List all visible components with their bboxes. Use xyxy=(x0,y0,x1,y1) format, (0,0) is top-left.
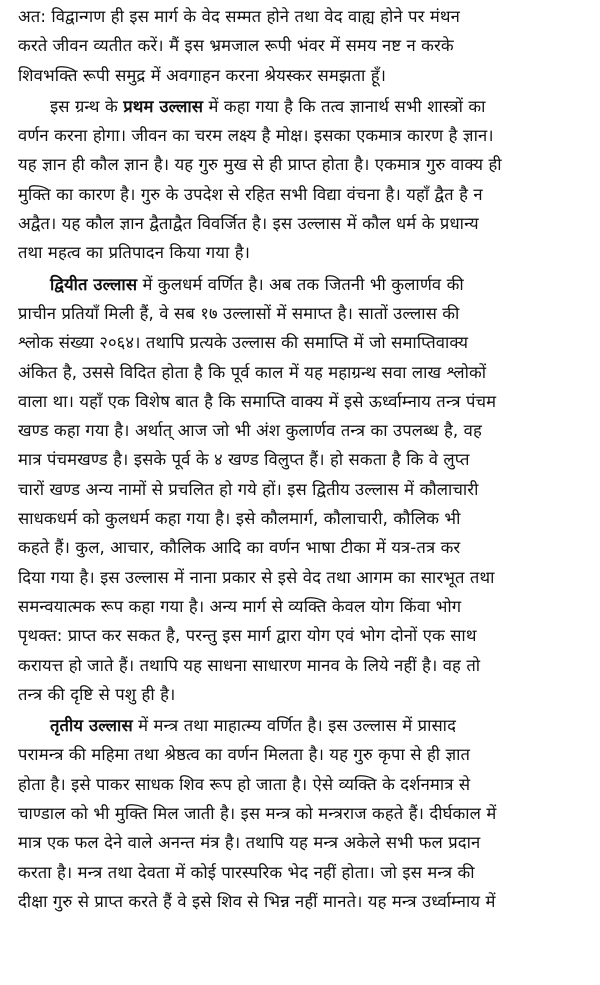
paragraph-intro xyxy=(18,2,590,90)
text-line: साधकधर्म को कुलधर्म कहा गया है। इसे कौलमार्ग, कौलाचारी, कौलिक भी xyxy=(18,509,461,529)
text-line: करते जीवन व्यतीत करें। मैं इस भ्रमजाल रूपी भंवर में समय नष्ट न करके xyxy=(18,36,454,56)
text-line-lead xyxy=(18,92,590,121)
text-line: यह ज्ञान ही कौल ज्ञान है। यह गुरु मुख से ही प्राप्त होता है। एकमात्र गुरु वाक्य ही xyxy=(18,155,502,175)
text-line: दिया गया है। इस उल्लास में नाना प्रकार से इसे वेद तथा आगम का सारभूत तथा xyxy=(18,567,495,587)
text-line: करायत्त हो जाते हैं। तथापि यह साधना साधारण मानव के लिये नहीं है। वह तो xyxy=(18,655,481,675)
text-line: वर्णन करना होगा। जीवन का चरम लक्ष्य है मोक्ष। इसका एकमात्र कारण है ज्ञान। xyxy=(18,126,494,146)
text-line: मात्र एक फल देने वाले अनन्त मंत्र है। तथापि यह मन्त्र अकेले सभी फल प्रदान xyxy=(18,833,481,853)
text-line: कहते हैं। कुल, आचार, कौलिक आदि का वर्णन भाषा टीका में यत्र-तत्र कर xyxy=(18,538,461,558)
section-heading: तृतीय उल्लास xyxy=(50,716,133,736)
text-line: मुक्ति का कारण है। गुरु के उपदेश से रहित सभी विद्या वंचना है। यहाँ द्वैत है न xyxy=(18,184,483,204)
text-line: परामन्त्र की महिमा तथा श्रेष्ठत्व का वर्णन मिलता है। यह गुरु कृपा से ही ज्ञात xyxy=(18,745,471,765)
paragraph-third-ullas xyxy=(18,711,590,916)
lead-text: में कहा गया है कि तत्व ज्ञानार्थ सभी शास्त्रों का xyxy=(203,96,486,116)
text-line: अत: विद्वान्गण ही इस मार्ग के वेद सम्मत होने तथा वेद वाह्य होने पर मंथन xyxy=(18,7,460,26)
text-line: तन्त्र की दृष्टि से पशु ही है। xyxy=(18,684,176,704)
text-line: श्लोक संख्या २०६४। तथापि प्रत्यके उल्लास की समाप्ति में जो समाप्तिवाक्य xyxy=(18,333,469,353)
text-line: करता है। मन्त्र तथा देवता में कोई पारस्परिक भेद नहीं होता। जो इस मन्त्र की xyxy=(18,862,475,882)
lead-text: इस ग्रन्थ के xyxy=(50,96,124,116)
paragraph-first-ullas xyxy=(18,92,590,268)
lead-text: में कुलधर्म वर्णित है। अब तक जितनी भी कुलार्णव की xyxy=(137,274,464,294)
paragraph-second-ullas xyxy=(18,270,590,709)
text-line-lead xyxy=(18,270,590,299)
text-line: अद्वैत। यह कौल ज्ञान द्वैताद्वैत विवर्जित है। इस उल्लास में कौल धर्म के प्रधान्य xyxy=(18,214,479,234)
text-line: प्राचीन प्रतियाँ मिली हैं, वे सब १७ उल्लासों में समाप्त है। सातों उल्लास की xyxy=(18,303,460,323)
text-line: तथा महत्व का प्रतिपादन किया गया है। xyxy=(18,243,251,263)
text-line: अंकित है, उससे विदित होता है कि पूर्व काल में यह महाग्रन्थ सवा लाख श्लोकों xyxy=(18,362,487,382)
text-line: दीक्षा गुरु से प्राप्त करते हैं वे इसे शिव से भिन्न नहीं मानते। यह मन्त्र उर्ध्वाम्नाय में xyxy=(18,891,496,911)
lead-text: में मन्त्र तथा माहात्म्य वर्णित है। इस उल्लास में प्रासाद xyxy=(132,716,456,736)
text-line: चारों खण्ड अन्य नामों से प्रचलित हो गये हों। इस द्वितीय उल्लास में कौलाचारी xyxy=(18,479,479,499)
text-line-lead xyxy=(18,711,590,740)
text-line: होता है। इसे पाकर साधक शिव रूप हो जाता है। ऐसे व्यक्ति के दर्शनमात्र से xyxy=(18,774,471,794)
text-line: समन्वयात्मक रूप कहा गया है। अन्य मार्ग से व्यक्ति केवल योग किंवा भोग xyxy=(18,596,462,616)
section-heading: द्वियीत उल्लास xyxy=(50,274,138,294)
text-line: पृथक्त: प्राप्त कर सकत है, परन्तु इस मार्ग द्वारा योग एवं भोग दोनों एक साथ xyxy=(18,626,477,646)
text-line: वाला था। यहाँ एक विशेष बात है कि समाप्ति वाक्य में इसे ऊर्ध्वाम्नाय तन्त्र पंचम xyxy=(18,391,497,411)
text-line: शिवभक्ति रूपी समुद्र में अवगाहन करना श्रेयस्कर समझता हूँ। xyxy=(18,65,387,85)
document-page xyxy=(18,2,590,916)
text-line: खण्ड कहा गया है। अर्थात् आज जो भी अंश कुलार्णव तन्त्र का उपलब्ध है, वह xyxy=(18,421,482,441)
section-heading: प्रथम उल्लास xyxy=(123,96,204,116)
text-line: मात्र पंचमखण्ड है। इसके पूर्व के ४ खण्ड विलुप्त हैं। हो सकता है कि वे लुप्त xyxy=(18,450,470,470)
text-line: चाण्डाल को भी मुक्ति मिल जाती है। इस मन्त्र को मन्त्रराज कहते हैं। दीर्घकाल में xyxy=(18,804,497,824)
